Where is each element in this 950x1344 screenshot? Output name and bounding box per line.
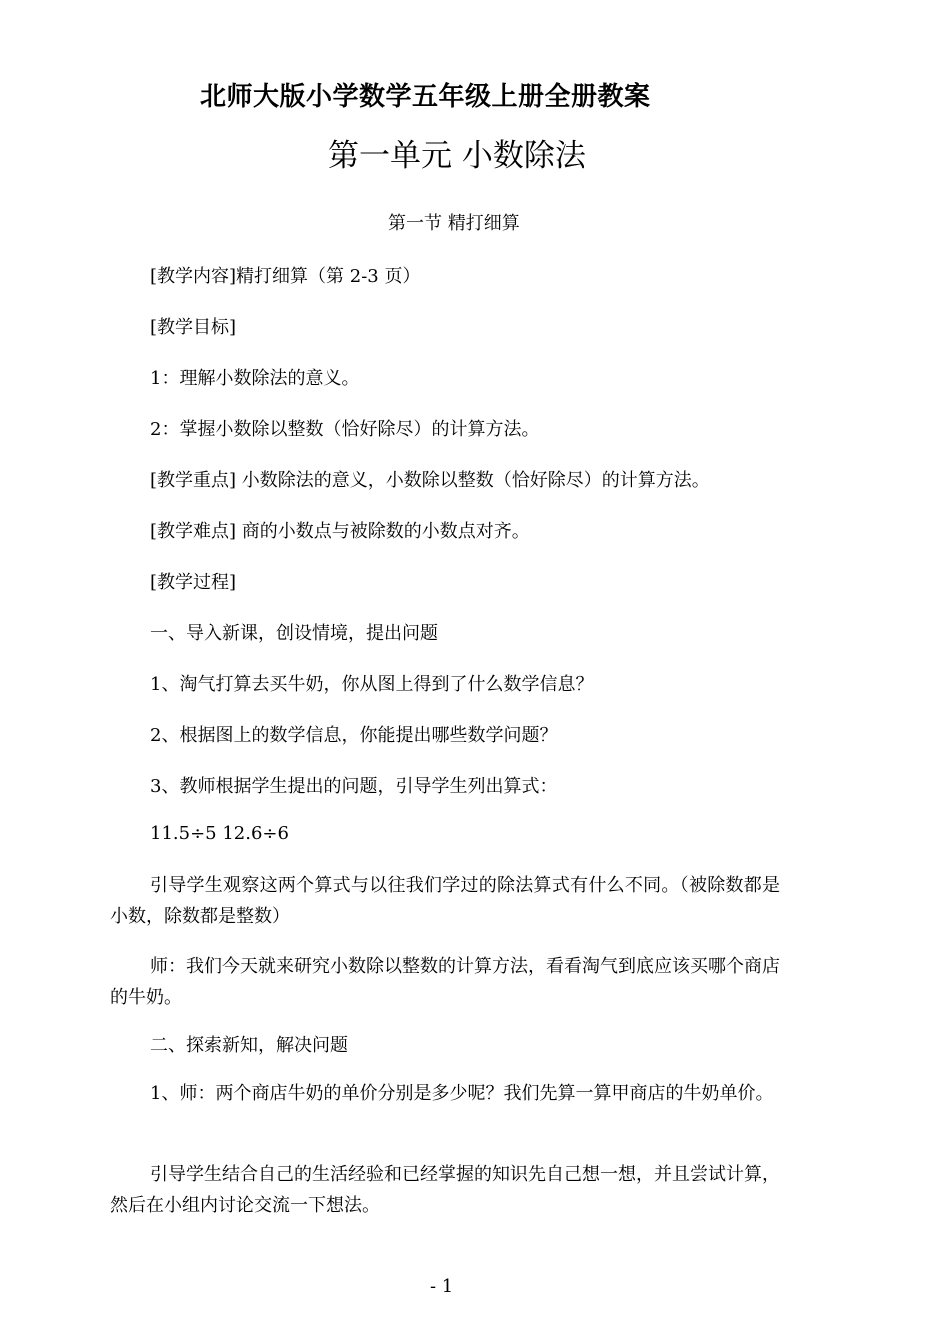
goal-2: 2：掌握小数除以整数（恰好除尽）的计算方法。: [150, 419, 540, 440]
teaching-process-heading: [教学过程]: [150, 572, 237, 593]
teaching-goals-heading: [教学目标]: [150, 317, 237, 338]
page-number: - 1: [430, 1276, 454, 1297]
question-3: 3、教师根据学生提出的问题，引导学生列出算式：: [150, 776, 558, 797]
document-title: 北师大版小学数学五年级上册全册教案: [200, 82, 651, 112]
difficult-points-line: [教学难点] 商的小数点与被除数的小数点对齐。: [150, 521, 530, 542]
question-2: 2、根据图上的数学信息，你能提出哪些数学问题？: [150, 725, 558, 746]
paragraph-guide-students: 引导学生结合自己的生活经验和已经掌握的知识先自己想一想，并且尝试计算，然后在小组内讨论交流一下想法。: [110, 1164, 780, 1216]
unit-title: 第一单元 小数除法: [328, 138, 586, 174]
formula-line: 11.5÷5 12.6÷6: [150, 823, 289, 844]
paragraph-observe: 引导学生观察这两个算式与以往我们学过的除法算式有什么不同。（被除数都是小数，除数都是整数）: [110, 875, 780, 927]
paragraph-teacher-intro: 师：我们今天就来研究小数除以整数的计算方法，看看淘气到底应该买哪个商店的牛奶。: [110, 956, 780, 1008]
teaching-content-line: [教学内容]精打细算（第 2-3 页）: [150, 266, 421, 287]
goal-1: 1：理解小数除法的意义。: [150, 368, 360, 389]
paragraph-unit-price: 1、师：两个商店牛奶的单价分别是多少呢？我们先算一算甲商店的牛奶单价。: [150, 1083, 774, 1104]
key-points-line: [教学重点] 小数除法的意义，小数除以整数（恰好除尽）的计算方法。: [150, 470, 710, 491]
step-1-heading: 一、导入新课，创设情境，提出问题: [150, 623, 438, 644]
section-title: 第一节 精打细算: [388, 213, 520, 234]
step-2-heading: 二、探索新知，解决问题: [150, 1035, 348, 1056]
question-1: 1、淘气打算去买牛奶，你从图上得到了什么数学信息？: [150, 674, 594, 695]
